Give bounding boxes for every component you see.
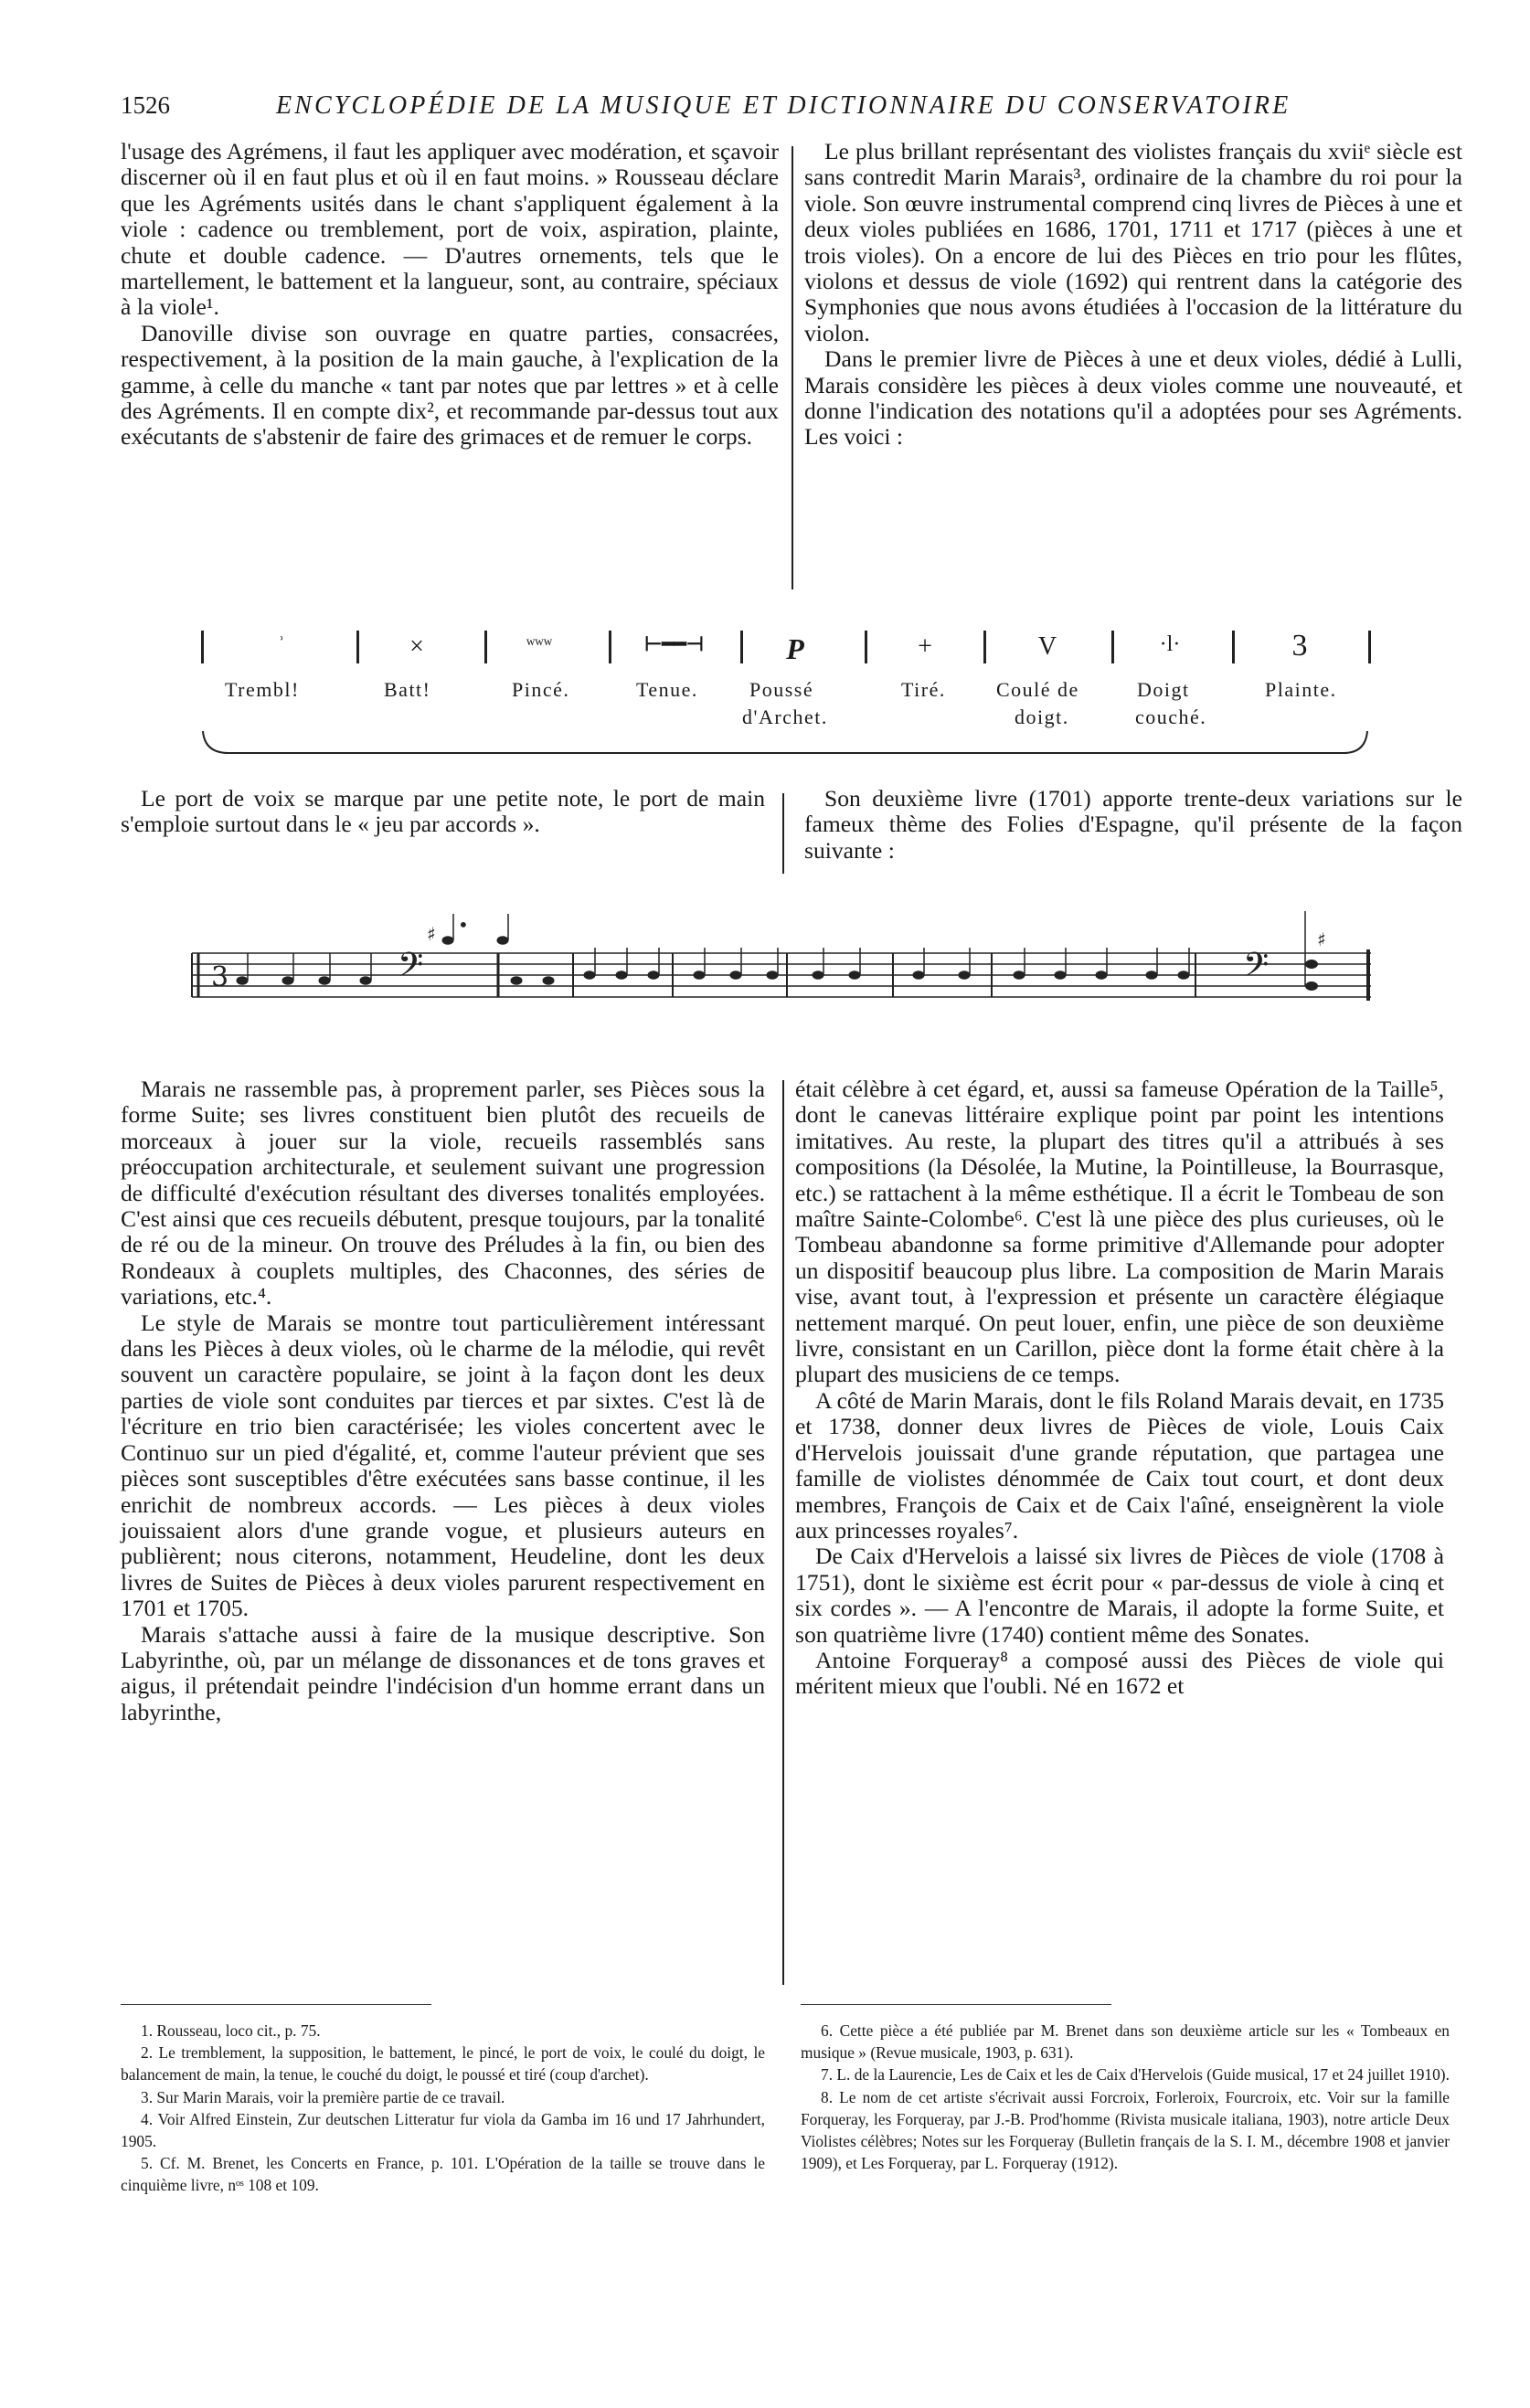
folies-staff xyxy=(187,909,1376,1037)
mid-left-column xyxy=(121,786,765,838)
ornament-label: Poussé xyxy=(749,678,814,701)
footnote-rule xyxy=(801,2004,1111,2005)
battement-symbol-icon: × xyxy=(409,632,424,661)
page-number: 1526 xyxy=(121,91,170,119)
paragraph: Marais ne rassemble pas, à proprement parler, ses Pièces sous la forme Suite; ses livres constituent bien plutôt des recueils de morceaux à jouer sur la viole, recueils rassemblés sans préoccupation architecturale, et seulement suivant une progression de difficulté d'exécution résultant des diverses tonalités employées. C'est ainsi que ces recueils débutent, presque toujours, par la tonalité de ré ou de la mineur. On trouve des Préludes à la fin, ou bien des Rondeaux à couplets multiples, des Chaconnes, des séries de variations, etc.⁴. xyxy=(121,1076,765,1310)
paragraph: Dans le premier livre de Pièces à une et deux violes, dédié à Lulli, Marais considère les pièces à deux violes comme une nouveauté, et donne l'indication des notations qu'il a adoptées pour ses Agréments. Les voici : xyxy=(804,345,1462,451)
footnote: 6. Cette pièce a été publiée par M. Brenet dans son deuxième article sur les « Tombeaux en musique » (Revue musicale, 1903, p. 631). xyxy=(801,2021,1450,2063)
ornament-label: Batt! xyxy=(384,678,431,701)
pousse-symbol-icon: P xyxy=(786,632,804,665)
top-right-column xyxy=(804,139,1462,451)
footnote: 3. Sur Marin Marais, voir la première partie de ce travail. xyxy=(141,2087,505,2106)
ornament-label: Pincé. xyxy=(512,678,570,701)
running-title: ENCYCLOPÉDIE DE LA MUSIQUE ET DICTIONNAIRE DU CONSERVATOIRE xyxy=(276,91,1291,120)
svg-text:♯: ♯ xyxy=(1317,928,1326,950)
ornament-brace xyxy=(201,729,1371,766)
tenue-symbol-icon: ⊢━━⊣ xyxy=(644,632,704,655)
footnotes-right xyxy=(801,2020,1450,2174)
paragraph: l'usage des Agrémens, il faut les appliquer avec modération, et sçavoir discerner où il en faut plus et où il en faut moins. » Rousseau déclare que les Agréments usités dans le chant s'appliquent également à la viole : cadence ou tremblement, port de voix, aspiration, plainte, chute et double cadence. — D'autres ornements, tels que le martellement, le battement et la langueur, sont, au contraire, spéciaux à la viole¹. xyxy=(121,138,779,321)
footnote-rule xyxy=(121,2004,431,2005)
running-header xyxy=(121,91,1318,128)
footnotes-left xyxy=(121,2020,765,2197)
ornament-label: Tiré. xyxy=(901,678,946,701)
ornament-label: Tenue. xyxy=(636,678,698,701)
paragraph: De Caix d'Hervelois a laissé six livres de Pièces de viole (1708 à 1751), dont le sixième est écrit pour « par-dessus de viole à cinq et six cordes ». — A l'encontre de Marais, il adopte la forme Suite, et son quatrième livre (1740) contient même des Sonates. xyxy=(795,1543,1444,1648)
paragraph: Le plus brillant représentant des violistes français du xviiᵉ siècle est sans contredit Marin Marais³, ordinaire de la chambre du roi pour la viole. Son œuvre instrumental comprend cinq livres de Pièces à une et deux violes publiées en 1686, 1701, 1711 et 1717 (pièces à une et trois violes). On a encore de lui des Pièces en trio pour les flûtes, violons et dessus de viole (1692) qui rentrent dans la catégorie des Symphonies que nous avons étudiées à l'occasion de la littérature du violon. xyxy=(804,138,1462,346)
paragraph: Antoine Forqueray⁸ a composé aussi des Pièces de viole qui méritent mieux que l'oubli. Né en 1672 et xyxy=(795,1646,1444,1700)
ornament-label: Plainte. xyxy=(1265,678,1337,701)
ornament-symbols-row xyxy=(201,631,1371,667)
footnote: 8. Le nom de cet artiste s'écrivait aussi Forcroix, Forleroix, Fourcroix, etc. Voir sur la famille Forqueray, les Forqueray, par J.-B. Prod'homme (Rivista musicale italiana, 1903), notre article Deux Violistes célèbres; Notes sur les Forqueray (Bulletin français de la S. I. M., décembre 1908 et janvier 1909), et Les Forqueray, par L. Forqueray (1912). xyxy=(801,2087,1450,2173)
paragraph: Danoville divise son ouvrage en quatre parties, consacrées, respectivement, à la position de la main gauche, à l'explication de la gamme, à celle du manche « tant par notes que par lettres » et à celle des Agréments. Il en compte dix², et recommande par-dessus tout aux exécutants de s'abstenir de faire des grimaces et de remuer le corps. xyxy=(121,319,779,451)
ornament-label: Trembl! xyxy=(225,678,300,701)
footnote: 5. Cf. M. Brenet, les Concerts en France, p. 101. L'Opération de la taille se trouve dans le cinquième livre, nᵒˢ 108 et 109. xyxy=(121,2154,765,2195)
svg-text:♯: ♯ xyxy=(427,923,436,945)
svg-text:𝄢: 𝄢 xyxy=(1243,946,1270,992)
column-rule xyxy=(782,1080,784,1985)
footnote: 2. Le tremblement, la supposition, le battement, le pincé, le port de voix, le coulé du doigt, le balancement de main, la tenue, le couché du doigt, le poussé et tiré (coup d'archet). xyxy=(121,2043,765,2084)
paragraph: était célèbre à cet égard, et, aussi sa fameuse Opération de la Taille⁵, dont le canevas littéraire explique point par point les intentions imitatives. Au reste, la plupart des titres qu'il a attribués à ses compositions (la Désolée, la Mutine, la Pointilleuse, la Bourrasque, etc.) se rattachent à la même esthétique. Il a écrit le Tombeau de son maître Sainte-Colombe⁶. C'est là une pièce des plus curieuses, où le Tombeau abandonne sa forme primitive d'Allemande pour adopter un dispositif beaucoup plus libre. La composition de Marin Marais vise, avant tout, à l'expression et présente un caractère élégiaque nettement marqué. On peut louer, enfin, une pièce de son deuxième livre, consistant en un Carillon, pièce dont la forme était chère à la plupart des musiciens de ce temps. xyxy=(795,1076,1444,1388)
svg-text:𝄢: 𝄢 xyxy=(398,946,424,992)
paragraph: Le port de voix se marque par une petite note, le port de main s'emploie surtout dans le « jeu par accords ». xyxy=(121,785,765,838)
ornament-label: Doigt xyxy=(1137,678,1190,701)
footnote: 1. Rousseau, loco cit., p. 75. xyxy=(141,2021,321,2040)
coule-symbol-icon: V xyxy=(1037,632,1057,661)
ornament-table xyxy=(201,631,1371,768)
ornament-label: couché. xyxy=(1135,705,1207,728)
column-rule xyxy=(782,793,784,874)
column-rule xyxy=(792,146,793,589)
paragraph: Le style de Marais se montre tout particulièrement intéressant dans les Pièces à deux violes, où le charme de la mélodie, qui revêt souvent un caractère populaire, se joint à la façon dont les deux parties de viole sont conduites par tierces et par sixtes. C'est là de l'écriture en trio bien caractérisée; les violes concertent avec le Continuo sur un pied d'égalité, et, comme l'auteur prévient que ses pièces sont susceptibles d'être exécutées sans basse continue, il les enrichit de nombreux accords. — Les pièces à deux violes jouissaient alors d'une grande vogue, et plusieurs auteurs en publièrent; nous citerons, notamment, Heudeline, dont les deux livres de Suites de Pièces à deux violes parurent respectivement en 1701 et 1705. xyxy=(121,1309,765,1622)
top-left-column xyxy=(121,139,779,451)
paragraph: Marais s'attache aussi à faire de la musique descriptive. Son Labyrinthe, où, par un mélange de dissonances et de tons graves et aigus, il prétendait peindre l'indécision d'un homme errant dans un labyrinthe, xyxy=(121,1620,765,1725)
body-left-column xyxy=(121,1077,765,1725)
svg-text:•: • xyxy=(458,914,469,936)
ornament-label: Coulé de xyxy=(996,678,1079,701)
body-right-column xyxy=(795,1077,1444,1700)
pince-symbol-icon: ʷʷʷ xyxy=(526,632,553,655)
paragraph: Son deuxième livre (1701) apporte trente-deux variations sur le fameux thème des Folies d'Espagne, qu'il présente de la façon suivante : xyxy=(804,785,1462,864)
paragraph: A côté de Marin Marais, dont le fils Roland Marais devait, en 1735 et 1738, donner deux livres de Pièces de viole, Louis Caix d'Hervelois jouissait d'une grande réputation, que partagea une famille de violistes dénommée de Caix tout court, et dont deux membres, François de Caix et de Caix l'aîné, enseignèrent la viole aux princesses royales⁷. xyxy=(795,1386,1444,1543)
footnote: 4. Voir Alfred Einstein, Zur deutschen Litteratur fur viola da Gamba im 16 und 17 Jahrhundert, 1905. xyxy=(121,2109,765,2151)
tire-symbol-icon: + xyxy=(918,632,932,661)
mid-right-column xyxy=(804,786,1462,864)
footnote: 7. L. de la Laurencie, Les de Caix et les de Caix d'Hervelois (Guide musical, 17 et 24 juillet 1910). xyxy=(821,2065,1450,2084)
svg-text:3: 3 xyxy=(211,961,229,993)
ornament-label: d'Archet. xyxy=(742,705,828,728)
ornament-label: doigt. xyxy=(1015,705,1069,728)
trill-symbol-icon: ʾ xyxy=(278,632,285,655)
doigt-couche-symbol-icon: ·l· xyxy=(1159,632,1181,656)
plainte-symbol-icon: 3 xyxy=(1291,629,1308,663)
